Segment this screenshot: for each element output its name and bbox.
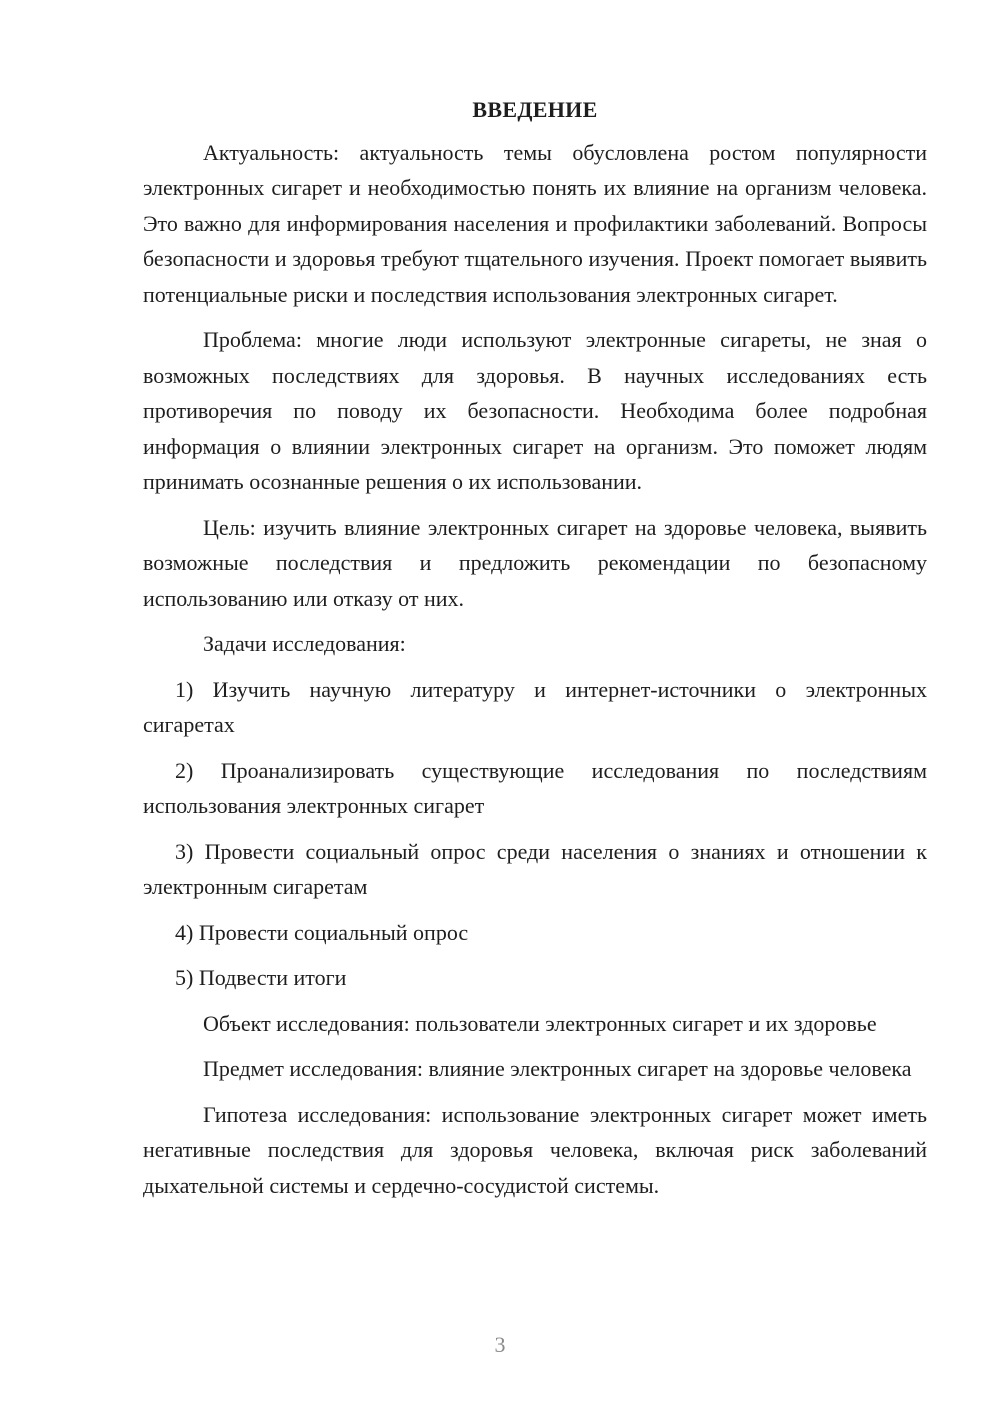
page-number: 3 [494, 1332, 506, 1357]
paragraph-subject: Предмет исследования: влияние электронных сигарет на здоровье человека [203, 1056, 912, 1081]
section-title: ВВЕДЕНИЕ [472, 97, 598, 122]
task-item-1: 1) Изучить научную литературу и интернет-источники о электронных сигаретах [143, 676, 927, 737]
paragraph-problem: Проблема: многие люди используют электронные сигареты, не зная о возможных последствиях для здоровья. В научных исследованиях есть противоречия по поводу их безопасности. Необходима более подробная информация о влиянии электронных сигарет на организм. Это поможет людям принимать осознанные решения о их использовании. [143, 327, 927, 494]
paragraph-goal: Цель: изучить влияние электронных сигарет на здоровье человека, выявить возможные последствия и предложить рекомендации по безопасному использованию или отказу от них. [143, 514, 927, 611]
page-body [143, 92, 927, 1213]
paragraph-relevance: Актуальность: актуальность темы обусловлена ростом популярности электронных сигарет и необходимостью понять их влияние на организм человека. Это важно для информирования населения и профилактики заболеваний. Вопросы безопасности и здоровья требуют тщательного изучения. Проект помогает выявить потенциальные риски и последствия использования электронных сигарет. [143, 139, 927, 307]
task-item-4: 4) Провести социальный опрос [175, 919, 469, 945]
task-item-3: 3) Провести социальный опрос среди населения о знаниях и отношении к электронным сигаретам [143, 838, 927, 899]
tasks-heading: Задачи исследования: [203, 631, 406, 656]
paragraph-hypothesis: Гипотеза исследования: использование электронных сигарет может иметь негативные последствия для здоровья человека, включая риск заболеваний дыхательной системы и сердечно-сосудистой системы. [143, 1101, 927, 1198]
paragraph-object: Объект исследования: пользователи электронных сигарет и их здоровье [203, 1010, 877, 1036]
task-item-2: 2) Проанализировать существующие исследования по последствиям использования электронных сигарет [143, 757, 927, 818]
task-item-5: 5) Подвести итоги [175, 965, 347, 990]
